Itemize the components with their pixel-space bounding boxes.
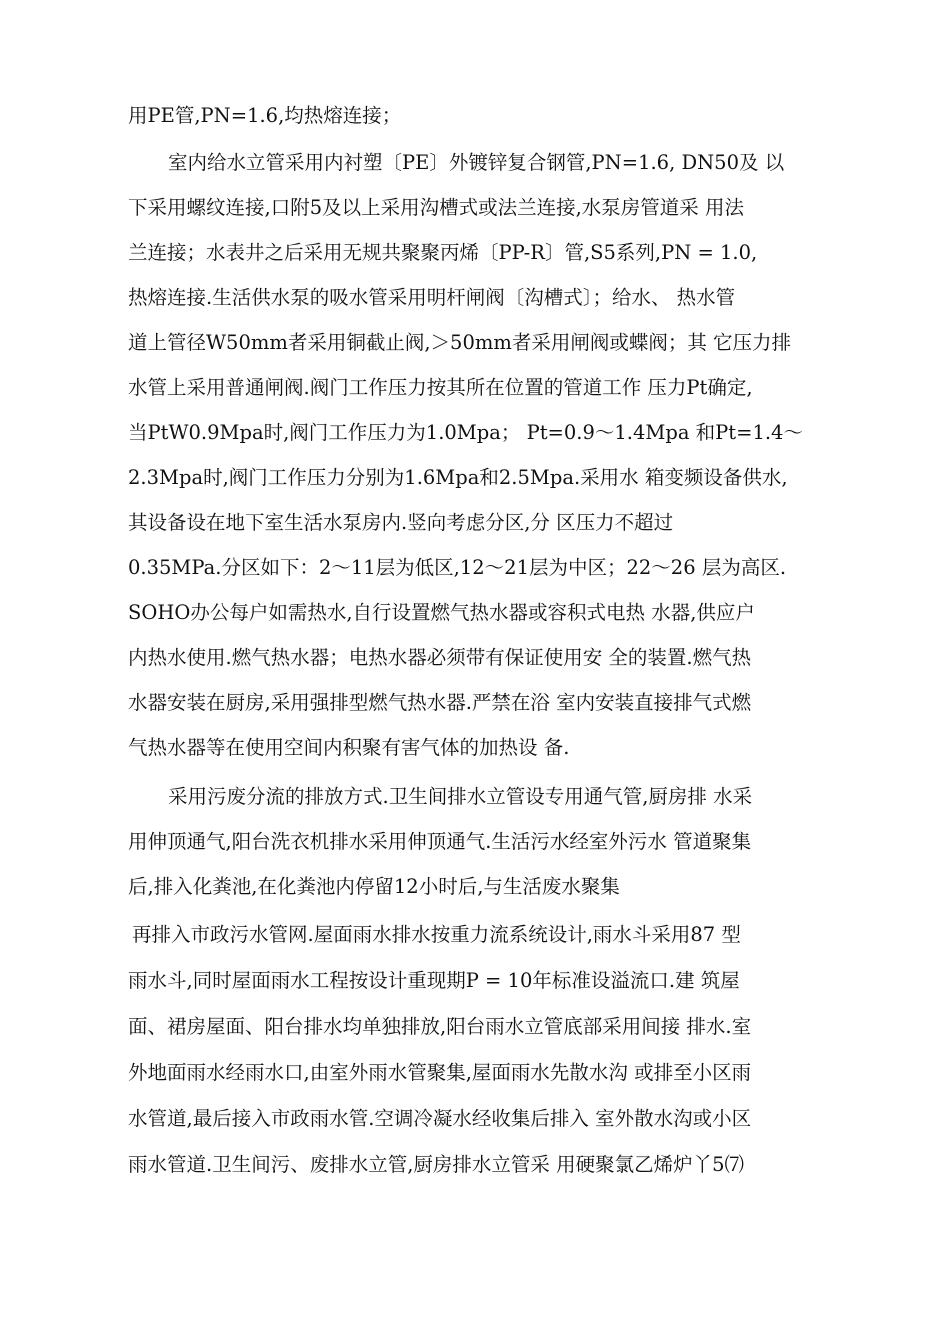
text-line: SOHO办公每户如需热水,自行设置燃气热水器或容积式电热 水器,供应户 — [128, 601, 755, 624]
text-line: 雨水斗,同时屋面雨水工程按设计重现期P = 10年标准设溢流口.建 筑屋 — [128, 969, 740, 992]
text-line: 面、裙房屋面、阳台排水均单独排放,阳台雨水立管底部采用间接 排水.室 — [128, 1015, 752, 1038]
text-line: 2.3Mpa时,阀门工作压力分别为1.6Mpa和2.5Mpa.采用水 箱变频设备供水, — [128, 466, 788, 489]
text-line: 用伸顶通气,阳台洗衣机排水采用伸顶通气.生活污水经室外污水 管道聚集 — [128, 830, 752, 853]
text-line: 水管上采用普通闸阀.阀门工作压力按其所在位置的管道工作 压力Pt确定, — [128, 376, 753, 399]
text-line: 兰连接；水表井之后采用无规共聚聚丙烯〔PP-R〕管,S5系列,PN = 1.0, — [128, 241, 758, 264]
text-line: 其设备设在地下室生活水泵房内.竖向考虑分区,分 区压力不超过 — [128, 511, 674, 534]
text-line: 水管道,最后接入市政雨水管.空调冷凝水经收集后排入 室外散水沟或小区 — [128, 1107, 752, 1130]
text-line: 气热水器等在使用空间内积聚有害气体的加热设 备. — [128, 736, 570, 759]
text-line: 雨水管道.卫生间污、废排水立管,厨房排水立管采 用硬聚氯乙烯炉丫5⑺ — [128, 1153, 745, 1176]
text-line: 内热水使用.燃气热水器；电热水器必须带有保证使用安 全的装置.燃气热 — [128, 646, 752, 669]
text-line: 外地面雨水经雨水口,由室外雨水管聚集,屋面雨水先散水沟 或排至小区雨 — [128, 1061, 752, 1084]
text-line: 下采用螺纹连接,口附5及以上采用沟槽式或法兰连接,水泵房管道采 用法 — [128, 196, 745, 219]
text-line: 水器安装在厨房,采用强排型燃气热水器.严禁在浴 室内安装直接排气式燃 — [128, 691, 752, 714]
text-line: 用PE管,PN=1.6,均热熔连接； — [128, 104, 402, 127]
text-line: 热熔连接.生活供水泵的吸水管采用明杆闸阀〔沟槽式〕；给水、 热水管 — [128, 286, 736, 309]
text-line: 再排入市政污水管网.屋面雨水排水按重力流系统设计,雨水斗采用87 型 — [132, 923, 741, 946]
paragraph-start-line: 采用污废分流的排放方式.卫生间排水立管设专用通气管,厨房排 水采 — [168, 785, 753, 808]
text-line: 0.35MPa.分区如下：2〜11层为低区,12〜21层为中区；22〜26 层为高区. — [128, 556, 787, 579]
text-line: 道上管径W50mm者采用铜截止阀,＞50mm者采用闸阀或蝶阀；其 它压力排 — [128, 331, 792, 354]
paragraph-start-line: 室内给水立管采用内衬塑〔PE〕外镀锌复合钢管,PN=1.6, DN50及 以 — [168, 151, 785, 174]
text-line: 后,排入化粪池,在化粪池内停留12小时后,与生活废水聚集 — [128, 875, 620, 898]
text-line: 当PtW0.9Mpa时,阀门工作压力为1.0Mpa； Pt=0.9〜1.4Mpa 和Pt=1.4〜 — [128, 421, 803, 444]
